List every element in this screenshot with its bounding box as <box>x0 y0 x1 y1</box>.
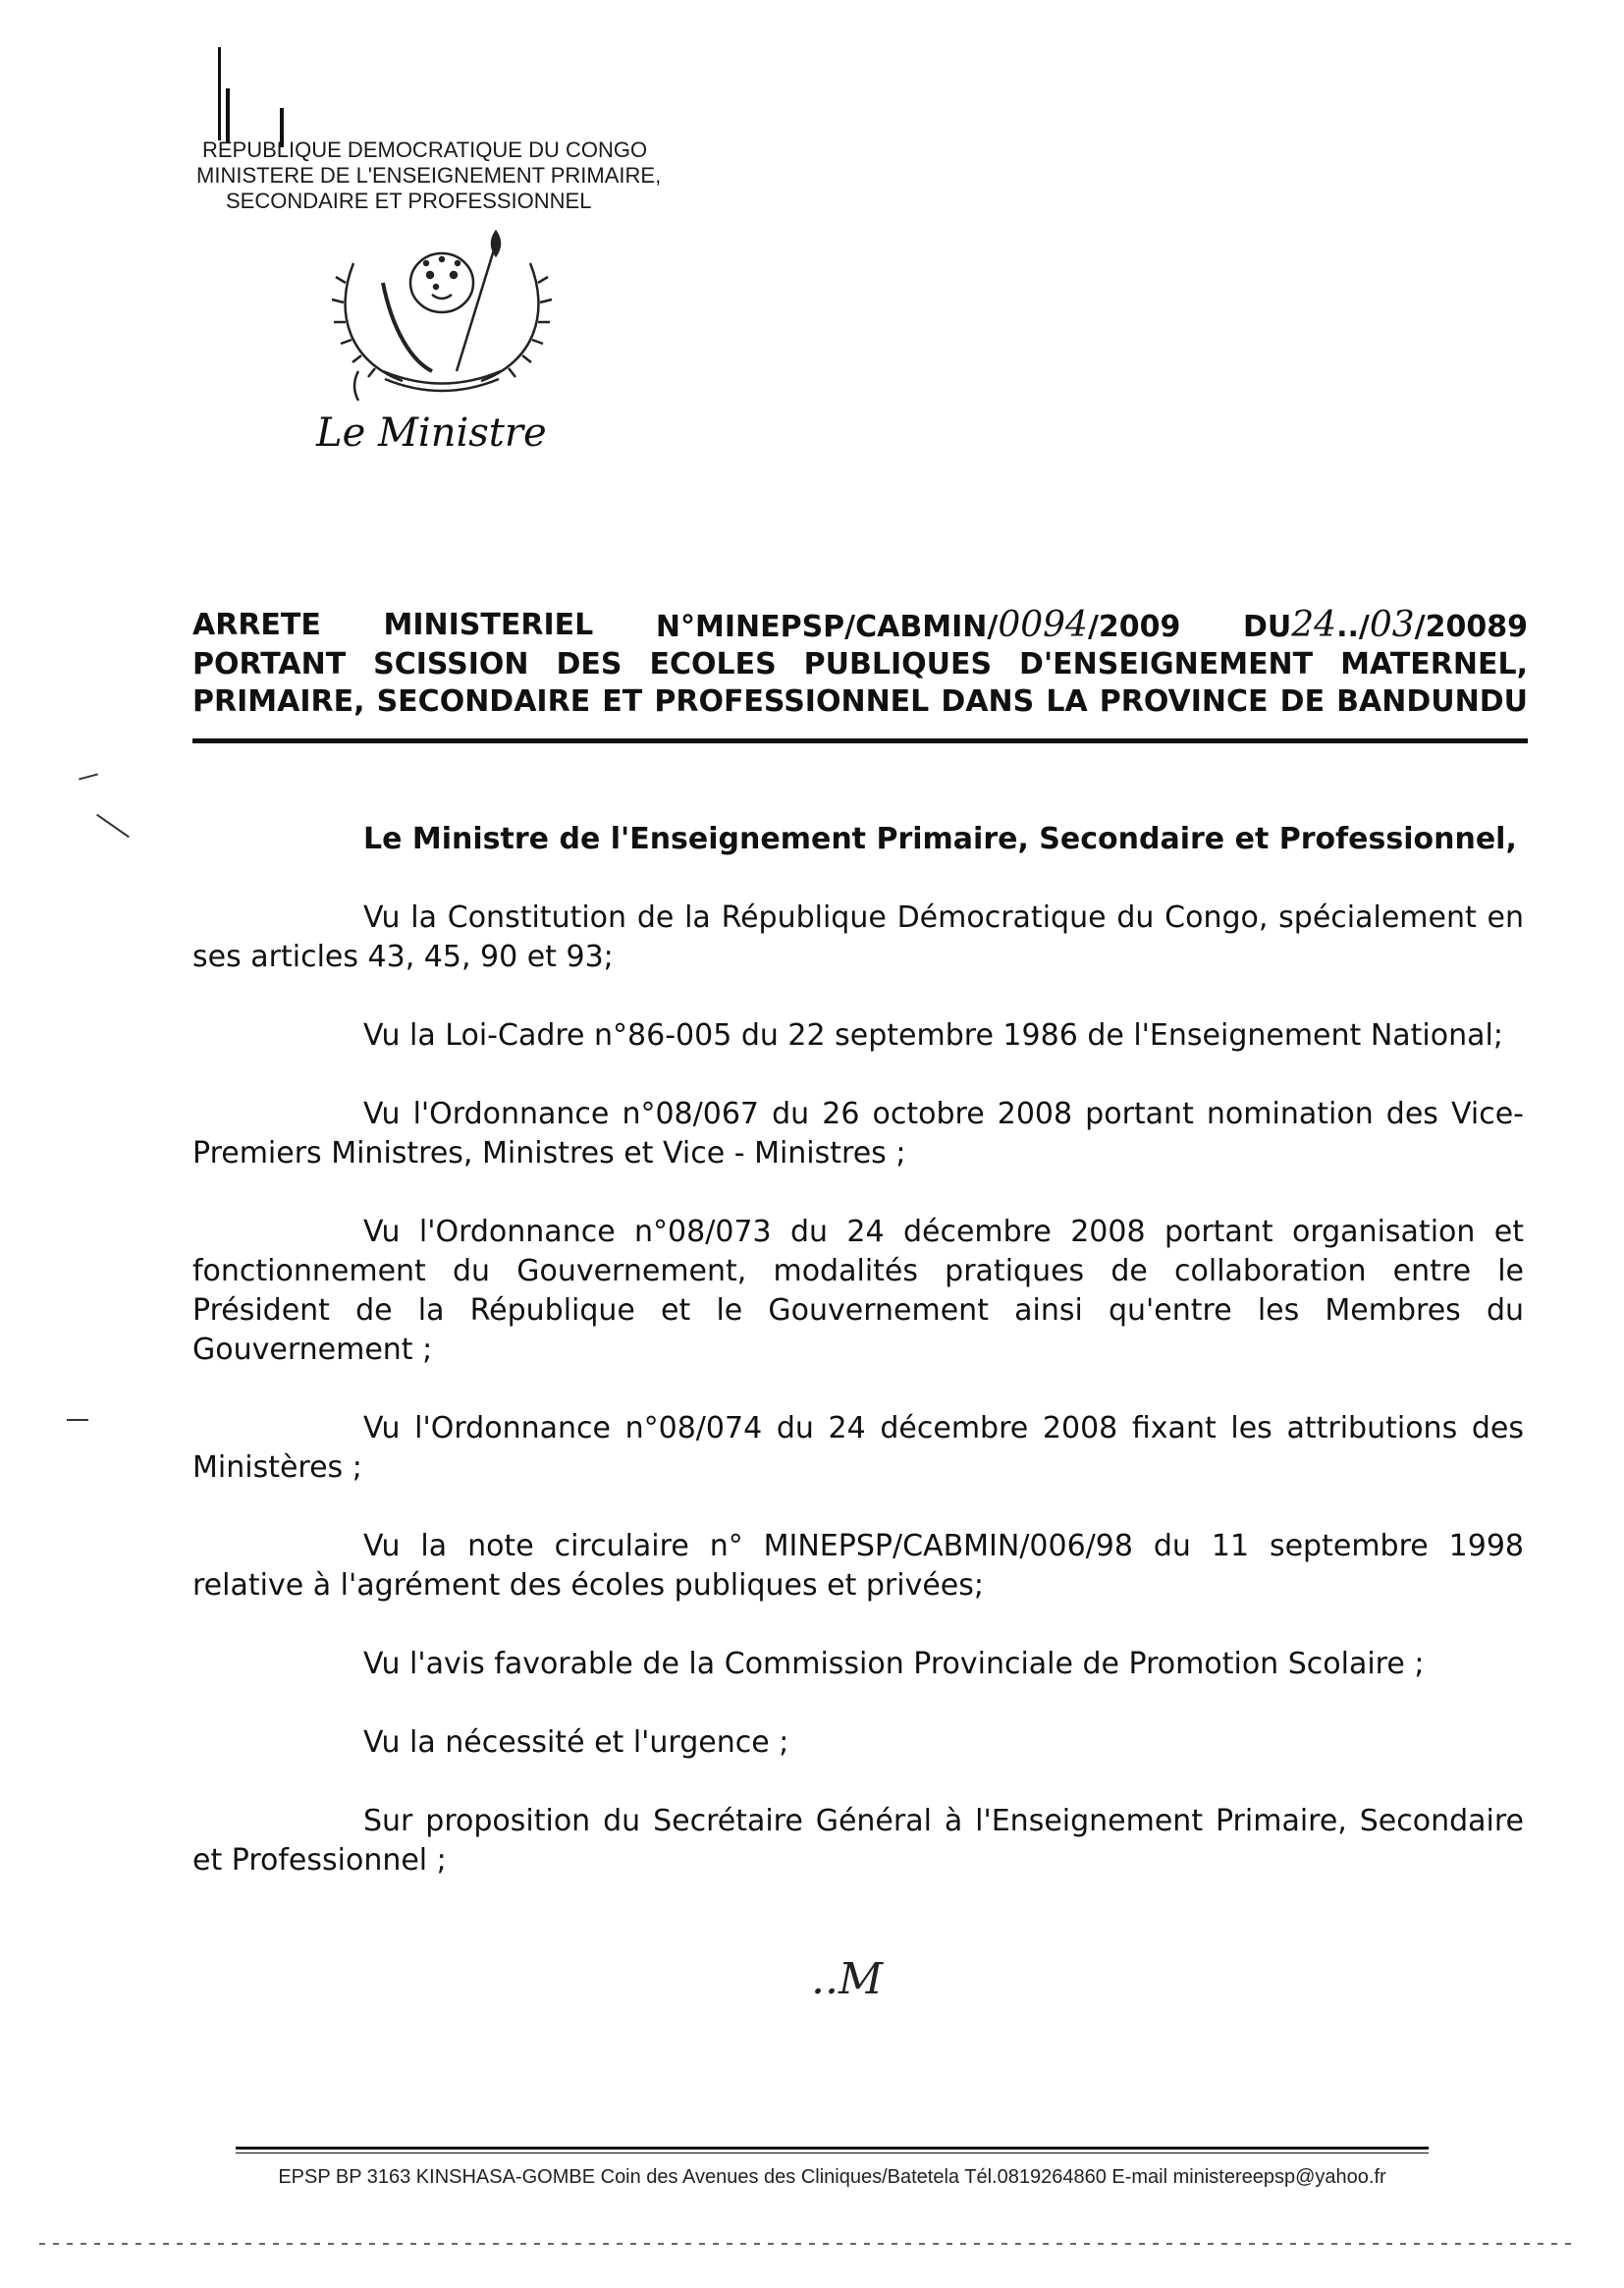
body-paragraph: Sur proposition du Secrétaire Général à l'Enseignement Primaire, Secondaire et Professionnel ; <box>192 1804 1524 1878</box>
title-date <box>1243 607 1528 646</box>
footer-contact: EPSP BP 3163 KINSHASA-GOMBE Coin des Avenues des Cliniques/Batetela Tél.0819264860 E-mail ministereepsp@yahoo.fr <box>278 2166 1386 2188</box>
title-arrete: ARRETE <box>192 608 321 642</box>
ref-prefix: N°MINEPSP/CABMIN/ <box>655 610 999 644</box>
scan-artifact-bar <box>226 88 230 142</box>
body-paragraph: Vu la Constitution de la République Démocratique du Congo, spécialement en ses articles 43, 45, 90 et 93; <box>192 900 1524 974</box>
document-body <box>192 820 1524 1920</box>
ref-number-handwritten: 0094 <box>998 605 1088 645</box>
title-reference <box>656 607 1181 646</box>
title-row-1 <box>192 607 1528 646</box>
margin-mark <box>79 773 98 780</box>
title-row-3 <box>192 683 1528 721</box>
date-day-handwritten: 24 <box>1291 605 1337 645</box>
title-row-2 <box>192 646 1528 683</box>
margin-mark <box>96 814 130 839</box>
body-paragraph: Vu la Loi-Cadre n°86-005 du 22 septembre 1986 de l'Enseignement National; <box>363 1018 1503 1053</box>
title-ministeriel: MINISTERIEL <box>383 608 594 642</box>
body-paragraph: Vu l'Ordonnance n°08/074 du 24 décembre 2008 fixant les attributions des Ministères ; <box>192 1411 1524 1485</box>
margin-mark <box>67 1419 88 1421</box>
title-line-2: PORTANT SCISSION DES ECOLES PUBLIQUES D'ENSEIGNEMENT MATERNEL, <box>192 647 1528 681</box>
body-paragraph: Vu l'avis favorable de la Commission Provinciale de Promotion Scolaire ; <box>363 1647 1425 1681</box>
scan-artifact-bar <box>218 47 221 140</box>
date-du: DU <box>1243 610 1292 644</box>
decree-title <box>192 607 1528 721</box>
body-paragraph: Vu la note circulaire n° MINEPSP/CABMIN/006/98 du 11 septembre 1998 relative à l'agrément des écoles publiques et privées; <box>192 1529 1524 1603</box>
body-intro: Le Ministre de l'Enseignement Primaire, Secondaire et Professionnel, <box>363 822 1517 856</box>
body-paragraph: Vu l'Ordonnance n°08/067 du 26 octobre 2008 portant nomination des Vice-Premiers Ministres, Ministres et Vice - Ministres ; <box>192 1097 1524 1171</box>
date-month-handwritten: 03 <box>1369 605 1415 645</box>
drc-coat-of-arms-icon <box>324 224 560 401</box>
date-year: /20089 <box>1414 610 1528 644</box>
header-ministry-cont: SECONDAIRE ET PROFESSIONNEL <box>226 189 592 213</box>
handwritten-initials: ..M <box>811 1954 884 2004</box>
date-sep: ../ <box>1336 610 1370 644</box>
body-paragraph: Vu la nécessité et l'urgence ; <box>363 1725 789 1760</box>
scan-artifact-dotted-line <box>39 2243 1571 2245</box>
header-country: REPUBLIQUE DEMOCRATIQUE DU CONGO <box>202 137 648 162</box>
body-paragraph: Vu l'Ordonnance n°08/073 du 24 décembre 2008 portant organisation et fonctionnement du Gouvernement, modalités pratiques de collaboration entre le Président de la République et le Gouvernement ainsi qu'entre les Membres du Gouvernement ; <box>192 1215 1524 1367</box>
minister-signature-label: Le Ministre <box>316 410 547 456</box>
title-line-3: PRIMAIRE, SECONDAIRE ET PROFESSIONNEL DANS LA PROVINCE DE BANDUNDU <box>192 684 1528 719</box>
ref-year: /2009 <box>1087 610 1181 644</box>
document-header <box>196 137 746 214</box>
footer-rule-thick <box>236 2147 1429 2150</box>
footer-rule-thin <box>236 2152 1429 2153</box>
title-underline <box>192 738 1528 743</box>
header-ministry: MINISTERE DE L'ENSEIGNEMENT PRIMAIRE, <box>196 163 662 188</box>
